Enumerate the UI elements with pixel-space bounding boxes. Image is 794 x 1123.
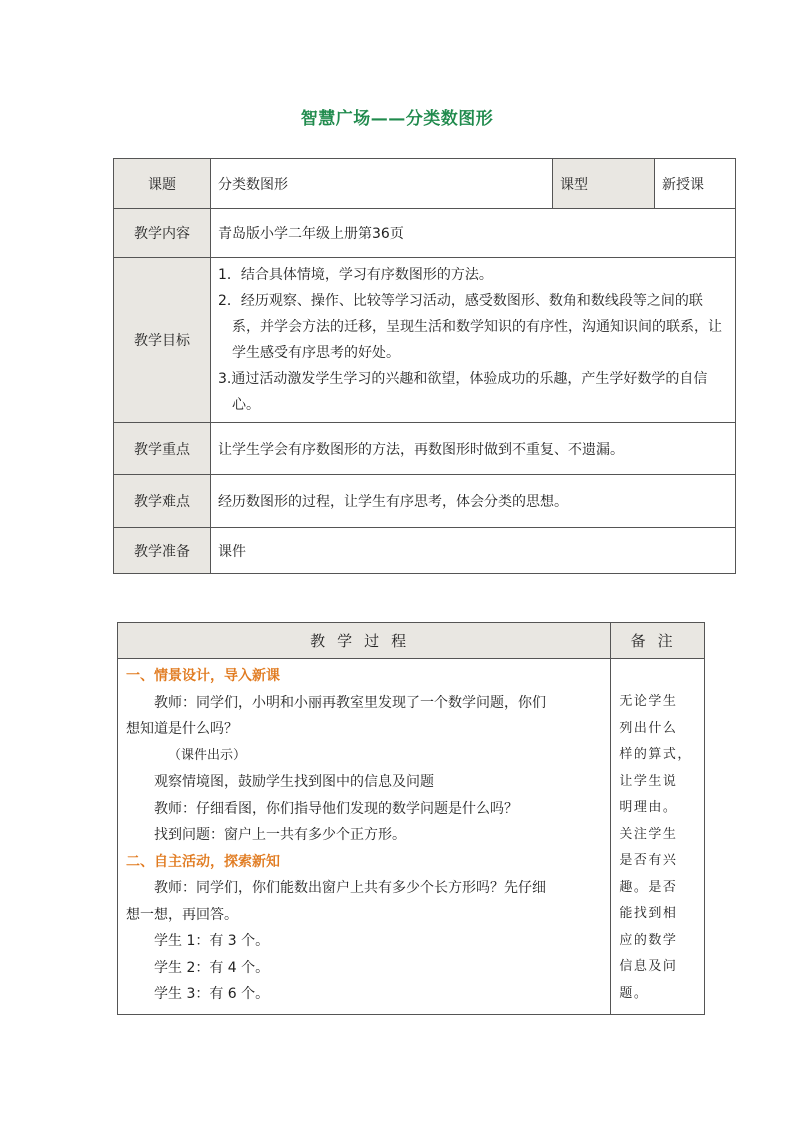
key-row — [114, 423, 736, 475]
key-value: 让学生学会有序数图形的方法，再数图形时做到不重复、不遗漏。 — [211, 423, 736, 475]
process-header: 教学过程 — [118, 623, 611, 659]
note-line: 让学生说 — [619, 773, 678, 789]
paragraph: 想知道是什么吗？ — [126, 721, 238, 737]
note-line: 列出什么 — [619, 720, 678, 736]
paragraph: 学生 3：有 6 个。 — [154, 986, 270, 1002]
paragraph: 想一想，再回答。 — [126, 906, 238, 923]
goal-item: 3.通过活动激发学生学习的兴趣和欲望，体验成功的乐趣，产生学好数学的自信心。 — [218, 371, 708, 413]
notes-content — [611, 659, 705, 1015]
notes-header: 备注 — [611, 623, 705, 659]
paragraph: 观察情境图，鼓励学生找到图中的信息及问题 — [154, 774, 434, 790]
section-heading: 二、自主活动，探索新知 — [126, 853, 280, 870]
note-line: 能找到相 — [619, 906, 678, 921]
process-header-row — [118, 623, 705, 659]
document-title: 智慧广场——分类数图形 — [300, 109, 494, 129]
note-line: 题。 — [619, 985, 649, 1001]
type-value: 新授课 — [655, 159, 736, 209]
paragraph: 学生 1：有 3 个。 — [154, 933, 270, 949]
note-line: 是否有兴 — [619, 853, 678, 868]
paragraph: 教师：同学们，小明和小丽再教室里发现了一个数学问题，你们 — [154, 694, 546, 711]
note-line: 无论学生 — [619, 694, 678, 709]
lesson-info-table — [113, 158, 736, 574]
difficulty-value: 经历数图形的过程，让学生有序思考，体会分类的思想。 — [211, 475, 736, 528]
topic-value: 分类数图形 — [211, 159, 553, 209]
goals-list — [211, 258, 736, 423]
goals-label: 教学目标 — [114, 258, 211, 423]
note-line: 应的数学 — [619, 932, 678, 948]
content-value: 青岛版小学二年级上册第36页 — [211, 209, 736, 258]
note-line: 信息及问 — [619, 959, 678, 974]
goals-row — [114, 258, 736, 423]
note-line: 明理由。 — [619, 800, 678, 815]
note-line: 趣。是否 — [619, 879, 678, 895]
paragraph: （课件出示） — [168, 747, 247, 763]
content-row — [114, 209, 736, 258]
difficulty-row — [114, 475, 736, 528]
goal-item: 2．经历观察、操作、比较等学习活动，感受数图形、数角和数线段等之间的联系，并学会方法的迁移，呈现生活和数学知识的有序性，沟通知识间的联系，让学生感受有序思考的好处。 — [218, 293, 722, 361]
note-line: 样的算式， — [619, 747, 692, 762]
paragraph: 学生 2：有 4 个。 — [154, 959, 270, 976]
paragraph: 找到问题：窗户上一共有多少个正方形。 — [154, 827, 406, 843]
prep-row — [114, 528, 736, 574]
process-body-row — [118, 659, 705, 1015]
topic-row — [114, 159, 736, 209]
section-heading: 一、情景设计，导入新课 — [126, 668, 280, 684]
key-label: 教学重点 — [114, 423, 211, 475]
teaching-process-table — [117, 622, 705, 1015]
type-label: 课型 — [553, 159, 655, 209]
paragraph: 教师：同学们，你们能数出窗户上共有多少个长方形吗？先仔细 — [154, 880, 546, 896]
content-label: 教学内容 — [114, 209, 211, 258]
paragraph: 教师：仔细看图，你们指导他们发现的数学问题是什么吗？ — [154, 800, 518, 817]
goal-item: 1．结合具体情境，学习有序数图形的方法。 — [218, 267, 493, 283]
difficulty-label: 教学难点 — [114, 475, 211, 528]
topic-label: 课题 — [114, 159, 211, 209]
process-content — [118, 659, 611, 1015]
prep-label: 教学准备 — [114, 528, 211, 574]
prep-value: 课件 — [211, 528, 736, 574]
note-line: 关注学生 — [619, 826, 678, 842]
